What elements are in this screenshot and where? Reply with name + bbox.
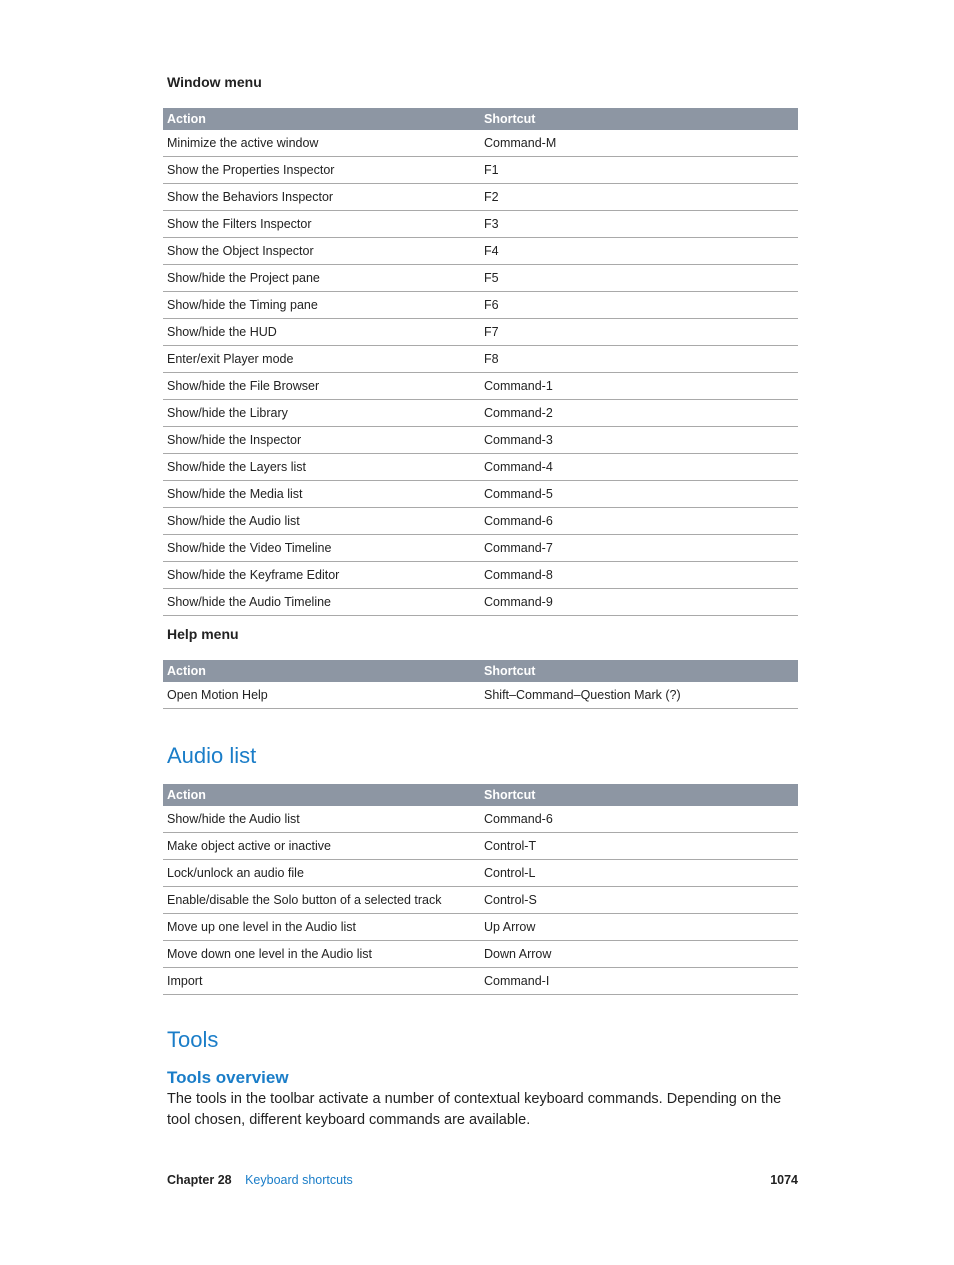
table-header-row	[163, 108, 798, 130]
action-cell: Show/hide the Video Timeline	[163, 535, 480, 562]
action-cell: Show the Object Inspector	[163, 238, 480, 265]
shortcut-cell: Command-9	[480, 589, 798, 616]
action-cell: Enter/exit Player mode	[163, 346, 480, 373]
table-row	[163, 130, 798, 157]
table-row	[163, 265, 798, 292]
action-cell: Enable/disable the Solo button of a selected track	[163, 887, 480, 914]
table-row	[163, 562, 798, 589]
shortcut-cell: Control-S	[480, 887, 798, 914]
shortcut-cell: F7	[480, 319, 798, 346]
page-number: 1074	[770, 1173, 798, 1187]
shortcut-cell: Command-1	[480, 373, 798, 400]
table-row	[163, 319, 798, 346]
help-menu-heading: Help menu	[167, 626, 239, 642]
page-footer	[167, 1173, 798, 1187]
footer-chapter-title-link[interactable]: Keyboard shortcuts	[245, 1173, 353, 1187]
action-cell: Show/hide the Audio list	[163, 806, 480, 833]
tools-overview-text: The tools in the toolbar activate a number of contextual keyboard commands. Depending on the tool chosen, different keyboard commands are available.	[167, 1091, 782, 1128]
table-row	[163, 454, 798, 481]
table-row	[163, 400, 798, 427]
action-cell: Import	[163, 968, 480, 995]
shortcut-cell: Command-6	[480, 806, 798, 833]
action-cell: Lock/unlock an audio file	[163, 860, 480, 887]
table-row	[163, 346, 798, 373]
table-header-row	[163, 784, 798, 806]
shortcut-cell: Command-2	[480, 400, 798, 427]
table-row	[163, 914, 798, 941]
table-row	[163, 682, 798, 709]
audio-list-table	[163, 784, 798, 995]
shortcut-cell: F2	[480, 184, 798, 211]
shortcut-cell: F1	[480, 157, 798, 184]
action-cell: Show/hide the Inspector	[163, 427, 480, 454]
footer-chapter: Chapter 28	[167, 1173, 232, 1187]
action-cell: Show/hide the File Browser	[163, 373, 480, 400]
action-cell: Move up one level in the Audio list	[163, 914, 480, 941]
help-menu-table	[163, 660, 798, 709]
shortcut-cell: F4	[480, 238, 798, 265]
shortcut-cell: Down Arrow	[480, 941, 798, 968]
window-menu-heading: Window menu	[167, 74, 262, 90]
table-row	[163, 860, 798, 887]
action-cell: Show/hide the HUD	[163, 319, 480, 346]
action-cell: Show/hide the Timing pane	[163, 292, 480, 319]
action-cell: Open Motion Help	[163, 682, 480, 709]
shortcut-cell: Command-3	[480, 427, 798, 454]
table-row	[163, 535, 798, 562]
audio-list-title: Audio list	[167, 743, 257, 768]
action-cell: Show/hide the Library	[163, 400, 480, 427]
table-row	[163, 508, 798, 535]
table-row	[163, 887, 798, 914]
shortcut-cell: F8	[480, 346, 798, 373]
table-row	[163, 292, 798, 319]
table-row	[163, 833, 798, 860]
action-cell: Show/hide the Media list	[163, 481, 480, 508]
tools-title: Tools	[167, 1027, 219, 1052]
table-header-row	[163, 660, 798, 682]
shortcut-cell: Control-L	[480, 860, 798, 887]
table-row	[163, 941, 798, 968]
action-cell: Show/hide the Audio list	[163, 508, 480, 535]
action-cell: Show/hide the Layers list	[163, 454, 480, 481]
action-cell: Show/hide the Audio Timeline	[163, 589, 480, 616]
table-row	[163, 589, 798, 616]
column-header-action: Action	[163, 108, 480, 130]
shortcut-cell: F6	[480, 292, 798, 319]
column-header-shortcut: Shortcut	[480, 784, 798, 806]
shortcut-cell: Command-6	[480, 508, 798, 535]
action-cell: Show the Filters Inspector	[163, 211, 480, 238]
action-cell: Show the Properties Inspector	[163, 157, 480, 184]
shortcut-cell: Command-5	[480, 481, 798, 508]
tools-overview-title: Tools overview	[167, 1068, 289, 1087]
action-cell: Move down one level in the Audio list	[163, 941, 480, 968]
column-header-action: Action	[163, 660, 480, 682]
table-row	[163, 238, 798, 265]
table-row	[163, 373, 798, 400]
shortcut-cell: F3	[480, 211, 798, 238]
shortcut-cell: Command-M	[480, 130, 798, 157]
table-row	[163, 481, 798, 508]
shortcut-cell: Command-8	[480, 562, 798, 589]
shortcut-cell: F5	[480, 265, 798, 292]
column-header-action: Action	[163, 784, 480, 806]
shortcut-cell: Command-7	[480, 535, 798, 562]
action-cell: Show the Behaviors Inspector	[163, 184, 480, 211]
table-row	[163, 806, 798, 833]
shortcut-cell: Command-I	[480, 968, 798, 995]
table-row	[163, 427, 798, 454]
column-header-shortcut: Shortcut	[480, 108, 798, 130]
shortcut-cell: Shift–Command–Question Mark (?)	[480, 682, 798, 709]
action-cell: Make object active or inactive	[163, 833, 480, 860]
shortcut-cell: Control-T	[480, 833, 798, 860]
window-menu-table	[163, 108, 798, 616]
shortcut-cell: Command-4	[480, 454, 798, 481]
action-cell: Show/hide the Project pane	[163, 265, 480, 292]
table-row	[163, 211, 798, 238]
table-row	[163, 968, 798, 995]
column-header-shortcut: Shortcut	[480, 660, 798, 682]
table-row	[163, 157, 798, 184]
action-cell: Show/hide the Keyframe Editor	[163, 562, 480, 589]
action-cell: Minimize the active window	[163, 130, 480, 157]
table-row	[163, 184, 798, 211]
shortcut-cell: Up Arrow	[480, 914, 798, 941]
